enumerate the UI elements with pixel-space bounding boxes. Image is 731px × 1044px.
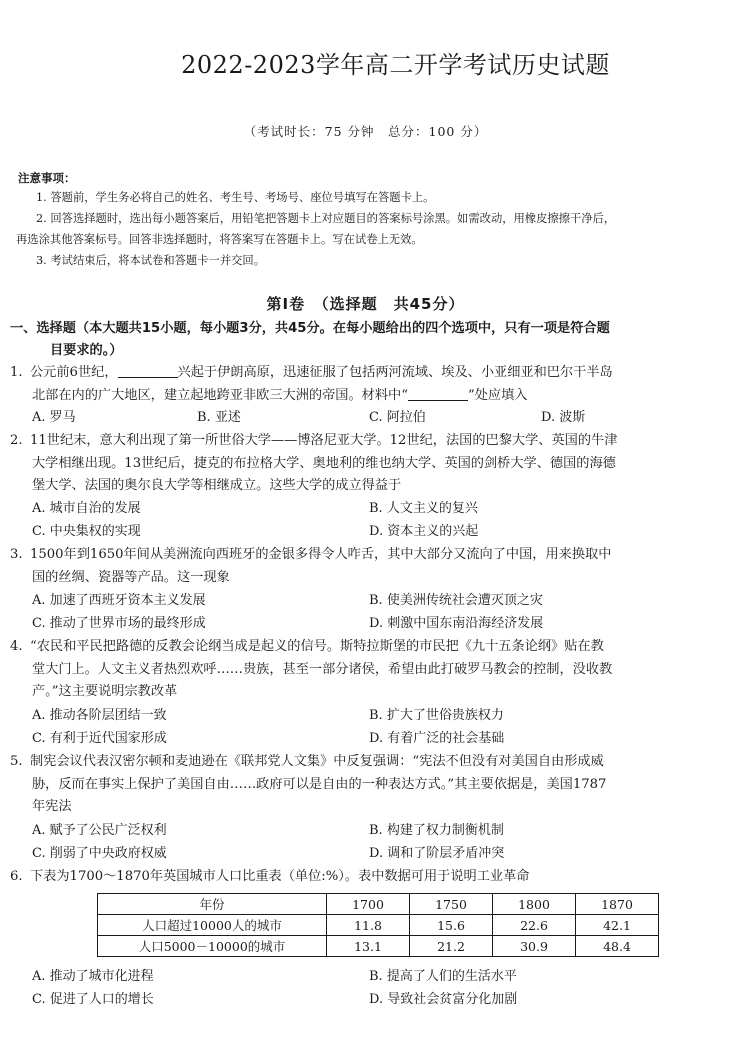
option-d[interactable]: D. 调和了阶层矛盾冲突 [369, 846, 505, 861]
question-text: 胁，反而在事实上保护了美国自由……政府可以是自由的一种表达方式。”其主要依据是，美国1787 [32, 776, 607, 792]
option-d[interactable]: D. 有着广泛的社会基础 [369, 731, 505, 746]
question-2 [10, 430, 717, 498]
table-row [98, 936, 659, 957]
table-header-row [98, 894, 659, 915]
question-text: “农民和平民把路德的反教会论纲当成是起义的信号。斯特拉斯堡的市民把《九十五条论纲》贴在教 [30, 639, 604, 654]
table-cell: 22.6 [493, 915, 576, 936]
question-text: 兴起于伊朗高原，迅速征服了包括两河流域、埃及、小亚细亚和巴尔干半岛 [177, 365, 613, 380]
population-table [97, 893, 659, 957]
table-cell: 人口超过10000人的城市 [98, 915, 327, 936]
question-5 [10, 751, 717, 819]
option-b[interactable]: B. 扩大了世俗贵族权力 [369, 708, 504, 723]
question-text: 1500年到1650年间从美洲流向西班牙的金银多得令人咋舌，其中大部分又流向了中国，用来换取中 [30, 547, 612, 562]
question-text: 国的丝绸、瓷器等产品。这一现象 [32, 569, 230, 585]
option-c[interactable]: C. 推动了世界市场的最终形成 [32, 616, 206, 631]
instruction-line-2: 目要求的。） [50, 343, 123, 358]
option-a[interactable]: A. 城市自治的发展 [32, 501, 141, 516]
question-text: 下表为1700～1870年英国城市人口比重表（单位:%）。表中数据可用于说明工业革命 [30, 869, 530, 884]
question-number: 5. [10, 754, 23, 769]
table-cell: 人口5000－10000的城市 [98, 936, 327, 957]
question-text: 产。”这主要说明宗教改革 [32, 684, 178, 699]
option-b[interactable]: B. 人文主义的复兴 [369, 501, 478, 516]
question-4 [10, 636, 717, 704]
question-number: 2. [10, 433, 23, 448]
question-text: 堡大学、法国的奥尔良大学等相继成立。这些大学的成立得益于 [32, 478, 402, 493]
option-c[interactable]: C. 中央集权的实现 [32, 524, 141, 539]
question-3 [10, 544, 717, 589]
question-number: 1. [10, 365, 23, 380]
option-b[interactable]: B. 提高了人们的生活水平 [369, 969, 517, 984]
exam-meta: （考试时长：75 分钟 总分：100 分） [243, 124, 488, 139]
question-text: 堂大门上。人文主义者热烈欢呼……贵族，甚至一部分诸侯，希望由此打破罗马教会的控制，没收教 [32, 661, 613, 677]
option-a[interactable]: A. 推动了城市化进程 [32, 969, 154, 984]
question-text: 制宪会议代表汉密尔顿和麦迪逊在《联邦党人文集》中反复强调：“宪法不但没有对美国自由形成威 [30, 754, 604, 769]
question-text: ”处应填入 [468, 387, 528, 403]
question-text: 年宪法 [32, 799, 72, 814]
question-number: 3. [10, 547, 23, 562]
option-a[interactable]: A. 加速了西班牙资本主义发展 [32, 593, 206, 608]
option-c[interactable]: C. 有利于近代国家形成 [32, 731, 167, 746]
instruction-line-1: 一、选择题（本大题共15小题，每小题3分，共45分。在每小题给出的四个选项中，只有一项是符合题 [10, 321, 610, 336]
option-b[interactable]: B. 使美洲传统社会遭灭顶之灾 [369, 593, 543, 608]
note-1: 1. 答题前，学生务必将自己的姓名、考生号、考场号、座位号填写在答题卡上。 [36, 191, 435, 204]
notes-heading: 注意事项： [18, 171, 76, 185]
option-d[interactable]: D. 导致社会贫富分化加剧 [369, 992, 518, 1007]
question-text: 11世纪末，意大利出现了第一所世俗大学——博洛尼亚大学。12世纪，法国的巴黎大学、英国的牛津 [30, 433, 618, 448]
option-a[interactable]: A. 赋予了公民广泛权利 [32, 823, 167, 838]
option-a[interactable]: A. 罗马 [32, 410, 76, 425]
table-header-cell: 1700 [327, 894, 410, 915]
exam-title: 2022-2023学年高二开学考试历史试题 [181, 51, 610, 79]
table-cell: 13.1 [327, 936, 410, 957]
note-2: 2. 回答选择题时，选出每小题答案后，用铅笔把答题卡上对应题目的答案标号涂黑。如需改动，用橡皮擦擦干净后， [36, 212, 616, 225]
question-text: 大学相继出现。13世纪后，捷克的布拉格大学、奥地利的维也纳大学、英国的剑桥大学、德国的海德 [32, 455, 616, 471]
option-b[interactable]: B. 亚述 [197, 410, 241, 425]
option-c[interactable]: C. 阿拉伯 [369, 410, 426, 425]
table-header-cell: 1800 [493, 894, 576, 915]
question-number: 4. [10, 639, 23, 654]
section-instruction [10, 318, 717, 362]
option-c[interactable]: C. 削弱了中央政府权威 [32, 846, 167, 861]
question-text: 公元前6世纪， [30, 365, 118, 380]
option-b[interactable]: B. 构建了权力制衡机制 [369, 823, 504, 838]
option-c[interactable]: C. 促进了人口的增长 [32, 992, 154, 1007]
question-1 [10, 362, 717, 407]
table-cell: 21.2 [410, 936, 493, 957]
option-d[interactable]: D. 波斯 [541, 410, 586, 425]
table-header-cell: 1750 [410, 894, 493, 915]
option-d[interactable]: D. 资本主义的兴起 [369, 524, 479, 539]
table-cell: 48.4 [576, 936, 659, 957]
table-cell: 11.8 [327, 915, 410, 936]
table-header-cell: 年份 [98, 894, 327, 915]
option-a[interactable]: A. 推动各阶层团结一致 [32, 708, 167, 723]
answer-blank [118, 363, 178, 378]
table-header-cell: 1870 [576, 894, 659, 915]
section-title: 第Ⅰ卷 （选择题 共45分） [266, 295, 465, 313]
answer-blank [408, 386, 468, 401]
note-3: 3. 考试结束后，将本试卷和答题卡一并交回。 [36, 254, 266, 267]
table-row [98, 915, 659, 936]
question-number: 6. [10, 869, 23, 884]
note-2-cont: 再选涂其他答案标号。回答非选择题时，将答案写在答题卡上。写在试卷上无效。 [16, 233, 423, 246]
table-cell: 30.9 [493, 936, 576, 957]
option-d[interactable]: D. 刺激中国东南沿海经济发展 [369, 616, 544, 631]
question-text: 北部在内的广大地区，建立起地跨亚非欧三大洲的帝国。材料中“ [32, 387, 408, 403]
table-cell: 15.6 [410, 915, 493, 936]
table-cell: 42.1 [576, 915, 659, 936]
question-6 [10, 866, 717, 889]
